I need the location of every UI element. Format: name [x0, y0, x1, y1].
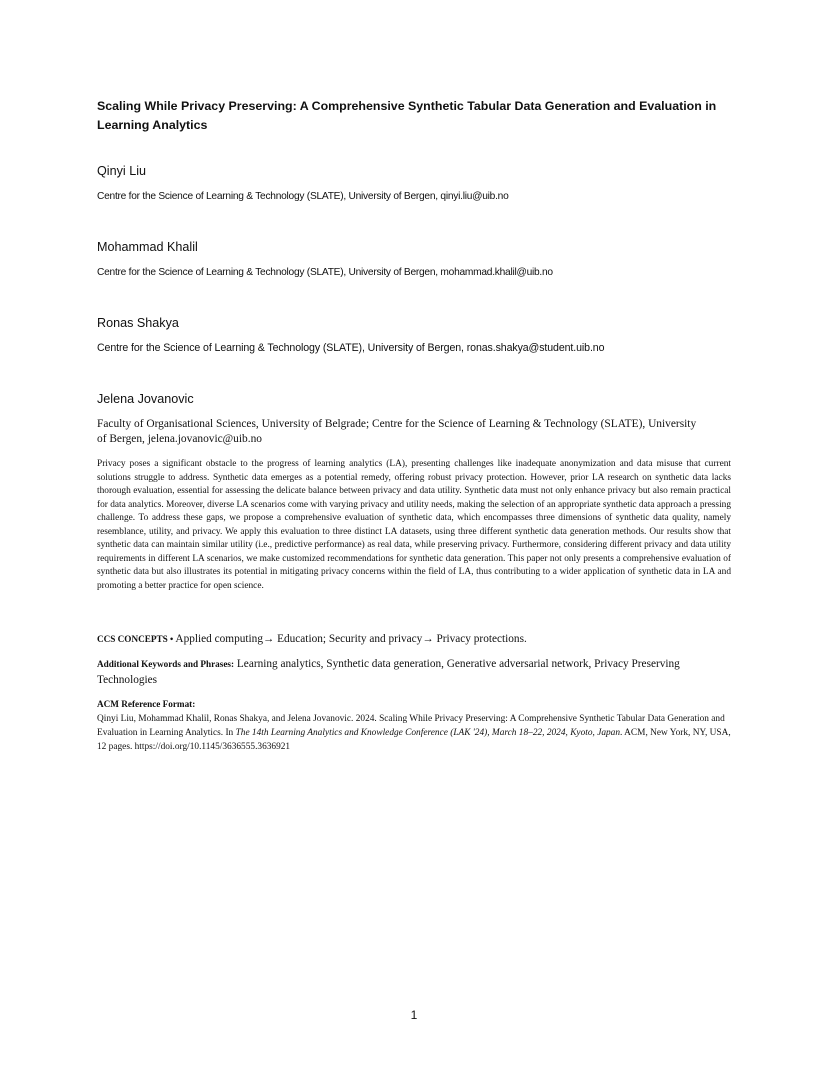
- ccs-concepts-text: Applied computing→ Education; Security and privacy→ Privacy protections.: [175, 633, 527, 645]
- page-number: 1: [410, 1008, 418, 1022]
- acm-reference-text: [97, 712, 731, 755]
- author-name-4: Jelena Jovanovic: [97, 392, 194, 406]
- author-affiliation-3: Centre for the Science of Learning & Technology (SLATE), University of Bergen, ronas.shakya@student.uib.no: [97, 342, 605, 354]
- keywords-label: Additional Keywords and Phrases:: [97, 659, 235, 669]
- keywords-text: Learning analytics, Synthetic data generation, Generative adversarial network, Privacy Preserving Technologies: [97, 658, 680, 686]
- reference-tail: . ACM, New York, NY, USA, 12 pages. https://doi.org/10.1145/3636555.3636921: [97, 728, 731, 753]
- author-affiliation-4: Faculty of Organisational Sciences, University of Belgrade; Centre for the Science of Learning & Technology (SLATE), University of Bergen, jelena.jovanovic@uib.no: [97, 418, 697, 445]
- acm-reference-heading: ACM Reference Format:: [97, 699, 196, 709]
- author-name-3: Ronas Shakya: [97, 316, 179, 330]
- reference-authors: Qinyi Liu, Mohammad Khalil, Ronas Shakya, and Jelena Jovanovic. 2024. Scaling While Privacy Preserving: A Comprehensive Synthetic Tabular Data Generation and Evaluation in Learning Analytics. In: [97, 714, 725, 739]
- author-name-2: Mohammad Khalil: [97, 240, 198, 254]
- ccs-concepts-label: CCS CONCEPTS •: [97, 634, 174, 644]
- abstract-text: Privacy poses a significant obstacle to the progress of learning analytics (LA), presenting challenges like inadequate anonymization and data misuse that current solutions struggle to address. Synthetic data emerges as a potential remedy, offering robust privacy protection. However, prior LA research on synthetic data lacks thorough evaluation, essential for assessing the delicate balance between privacy and data utility. Synthetic data must not only enhance privacy but also remain practical for data analytics. Moreover, diverse LA scenarios come with varying privacy and utility needs, making the selection of an appropriate synthetic data approach a pressing challenge. To address these gaps, we propose a comprehensive evaluation of synthetic data, which encompasses three dimensions of synthetic data quality, namely resemblance, utility, and privacy. We apply this evaluation to three distinct LA datasets, using three different synthetic data generation methods. Our results show that synthetic data can maintain similar utility (i.e., predictive performance) as real data, while preserving privacy. Furthermore, considering different privacy and data utility requirements in different LA scenarios, we make customized recommendations for synthetic data generation. This paper not only presents a comprehensive evaluation of synthetic data but also illustrates its potential in mitigating privacy concerns within the field of LA, thus contributing to a wider application of synthetic data in LA and promoting a better practice for open science.: [97, 459, 732, 591]
- reference-venue: The 14th Learning Analytics and Knowledge Conference (LAK '24), March 18–22, 2024, Kyoto, Japan: [235, 728, 621, 739]
- keywords: [97, 657, 731, 688]
- author-affiliation-2: Centre for the Science of Learning & Technology (SLATE), University of Bergen, mohammad.khalil@uib.no: [97, 267, 553, 278]
- ccs-concepts: [97, 632, 731, 648]
- paper-title: Scaling While Privacy Preserving: A Comprehensive Synthetic Tabular Data Generation and Evaluation in Learning Analytics: [97, 99, 717, 132]
- author-affiliation-1: Centre for the Science of Learning & Technology (SLATE), University of Bergen, qinyi.liu@uib.no: [97, 191, 509, 202]
- author-name-1: Qinyi Liu: [97, 164, 146, 178]
